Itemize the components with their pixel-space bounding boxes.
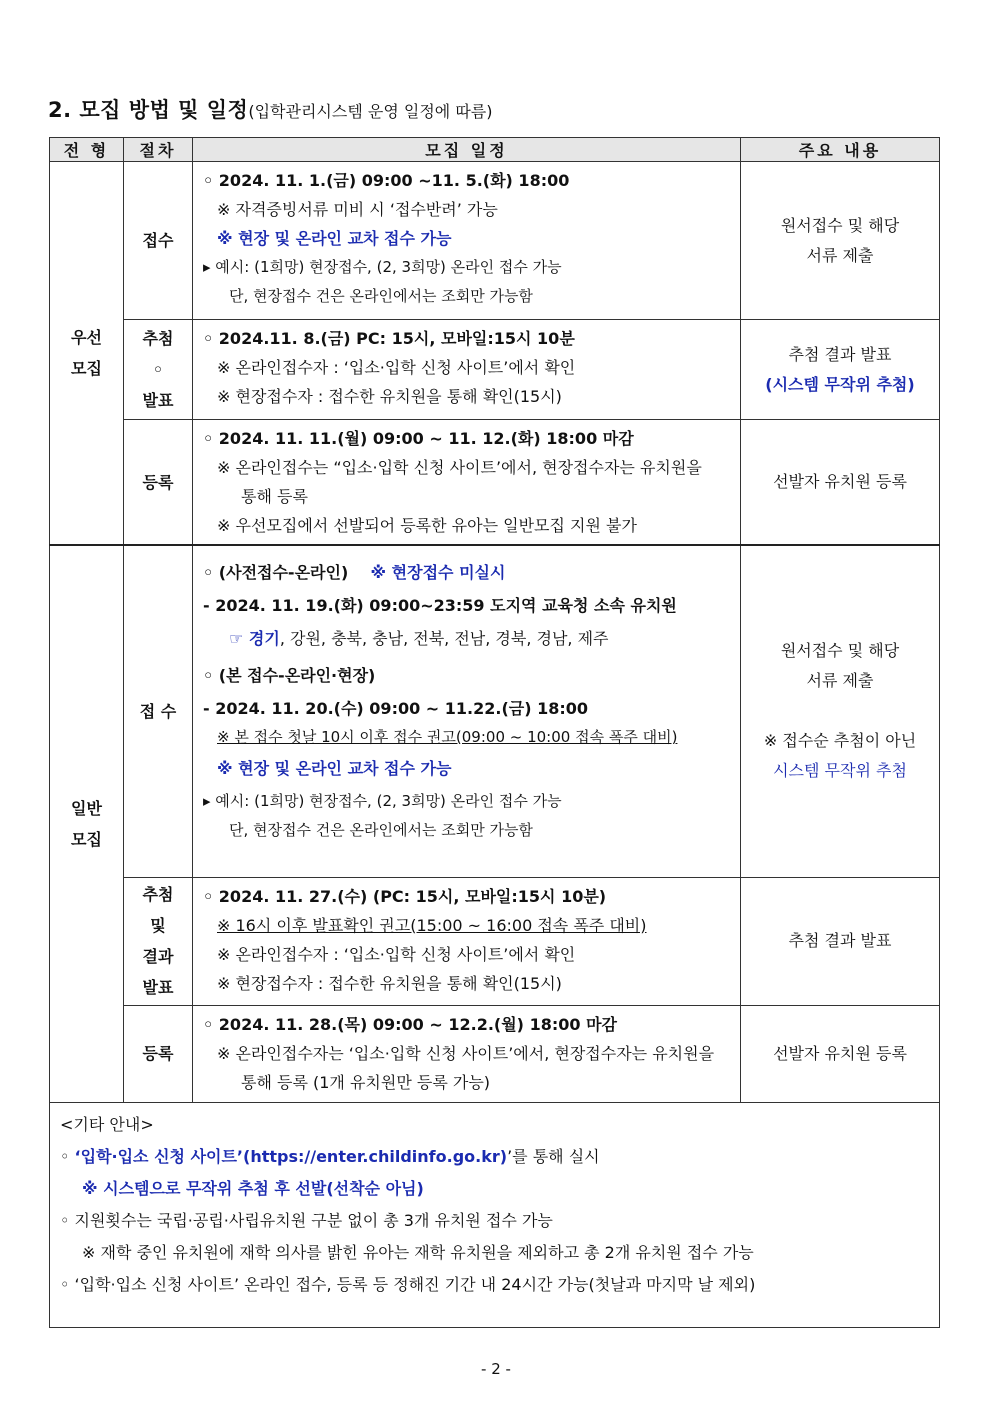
content-cell: 원서접수 및 해당 서류 제출 ※ 접수순 추첨이 아닌 시스템 무작위 추첨 (741, 545, 940, 877)
header-type: 전 형 (50, 138, 124, 162)
content-cell: 추첨 결과 발표 (시스템 무작위 추첨) (741, 320, 940, 420)
step-apply: 접수 (124, 162, 193, 320)
header-content: 주요 내용 (741, 138, 940, 162)
content-cell: 원서접수 및 해당 서류 제출 (741, 162, 940, 320)
schedule-cell: ◦ 2024. 11. 1.(금) 09:00 ~11. 5.(화) 18:00 ※ 자격증빙서류 미비 시 ‘접수반려’ 가능 ※ 현장 및 온라인 교차 접수 가능 ▸ 예시: (1희망) 현장접수, (2, 3희망) 온라인 접수 가능 단, 현장접수 건은 온라인에서는 조회만 가능함 (193, 162, 741, 320)
step-register: 등록 (124, 1005, 193, 1102)
schedule-cell: ◦ 2024. 11. 27.(수) (PC: 15시, 모바일:15시 10분) ※ 16시 이후 발표확인 권고(15:00 ~ 16:00 접속 폭주 대비) ※ 온라인접수자 : ‘입소·입학 신청 사이트’에서 확인 ※ 현장접수자 : 접수한 유치원을 통해 확인(15시) (193, 877, 741, 1005)
header-step: 절차 (124, 138, 193, 162)
schedule-table (49, 137, 940, 1328)
table-row (50, 545, 940, 877)
section-heading (48, 94, 492, 124)
header-schedule: 모집 일정 (193, 138, 741, 162)
table-row (50, 162, 940, 320)
table-row (50, 420, 940, 546)
content-cell: 선발자 유치원 등록 (741, 420, 940, 546)
step-draw: 추첨 ◦ 발표 (124, 320, 193, 420)
other-info-title: <기타 안내> (60, 1114, 154, 1134)
category-general: 일반 모집 (50, 545, 124, 1102)
table-header-row (50, 138, 940, 162)
site-name: ‘입학·입소 신청 사이트’(https://enter.childinfo.go.kr) (74, 1146, 508, 1166)
schedule-cell: ◦ (사전접수-온라인) ※ 현장접수 미실시 - 2024. 11. 19.(화) 09:00~23:59 도지역 교육청 소속 유치원 ☞ 경기, 강원, 충북, 충남, 전북, 전남, 경북, 경남, 제주 ◦ (본 접수-온라인·현장) - 2024. 11. 20.(수) 09:00 ~ 11.22.(금) 18:00 ※ 본 접수 첫날 10시 이후 접수 권고(09:00 ~ 10:00 접속 폭주 대비) ※ 현장 및 온라인 교차 접수 가능 ▸ 예시: (1희망) 현장접수, (2, 3희망) 온라인 접수 가능 단, 현장접수 건은 온라인에서는 조회만 가능함 (193, 545, 741, 877)
section-subtitle: (입학관리시스템 운영 일정에 따름) (248, 102, 493, 121)
section-title: 2. 모집 방법 및 일정 (48, 98, 249, 122)
step-apply: 접 수 (124, 545, 193, 877)
schedule-cell: ◦ 2024. 11. 28.(목) 09:00 ~ 12.2.(월) 18:00 마감 ※ 온라인접수자는 ‘입소·입학 신청 사이트’에서, 현장접수자는 유치원을 통해 등록 (1개 유치원만 등록 가능) (193, 1005, 741, 1102)
schedule-cell: ◦ 2024.11. 8.(금) PC: 15시, 모바일:15시 10분 ※ 온라인접수자 : ‘입소·입학 신청 사이트’에서 확인 ※ 현장접수자 : 접수한 유치원을 통해 확인(15시) (193, 320, 741, 420)
content-cell: 추첨 결과 발표 (741, 877, 940, 1005)
step-register: 등록 (124, 420, 193, 546)
other-info-cell: <기타 안내> ◦ ‘입학·입소 신청 사이트’(https://enter.childinfo.go.kr)’를 통해 실시 ※ 시스템으로 무작위 추첨 후 선발(선착순 아님) ◦ 지원횟수는 국립·공립·사립유치원 구분 없이 총 3개 유치원 접수 가능 ※ 재학 중인 유치원에 재학 의사를 밝힌 유아는 재학 유치원을 제외하고 총 2개 유치원 접수 가능 ◦ ‘입학·입소 신청 사이트’ 온라인 접수, 등록 등 정해진 기간 내 24시간 가능(첫날과 마지막 날 제외) (50, 1102, 940, 1327)
table-row (50, 877, 940, 1005)
content-cell: 선발자 유치원 등록 (741, 1005, 940, 1102)
page-number: - 2 - (481, 1360, 511, 1378)
category-priority: 우선 모집 (50, 162, 124, 546)
table-row (50, 1005, 940, 1102)
other-info-row (50, 1102, 940, 1327)
step-draw-result: 추첨 및 결과 발표 (124, 877, 193, 1005)
table-row (50, 320, 940, 420)
schedule-cell: ◦ 2024. 11. 11.(월) 09:00 ~ 11. 12.(화) 18:00 마감 ※ 온라인접수는 “입소·입학 신청 사이트’에서, 현장접수자는 유치원을 통해 등록 ※ 우선모집에서 선발되어 등록한 유아는 일반모집 지원 불가 (193, 420, 741, 546)
